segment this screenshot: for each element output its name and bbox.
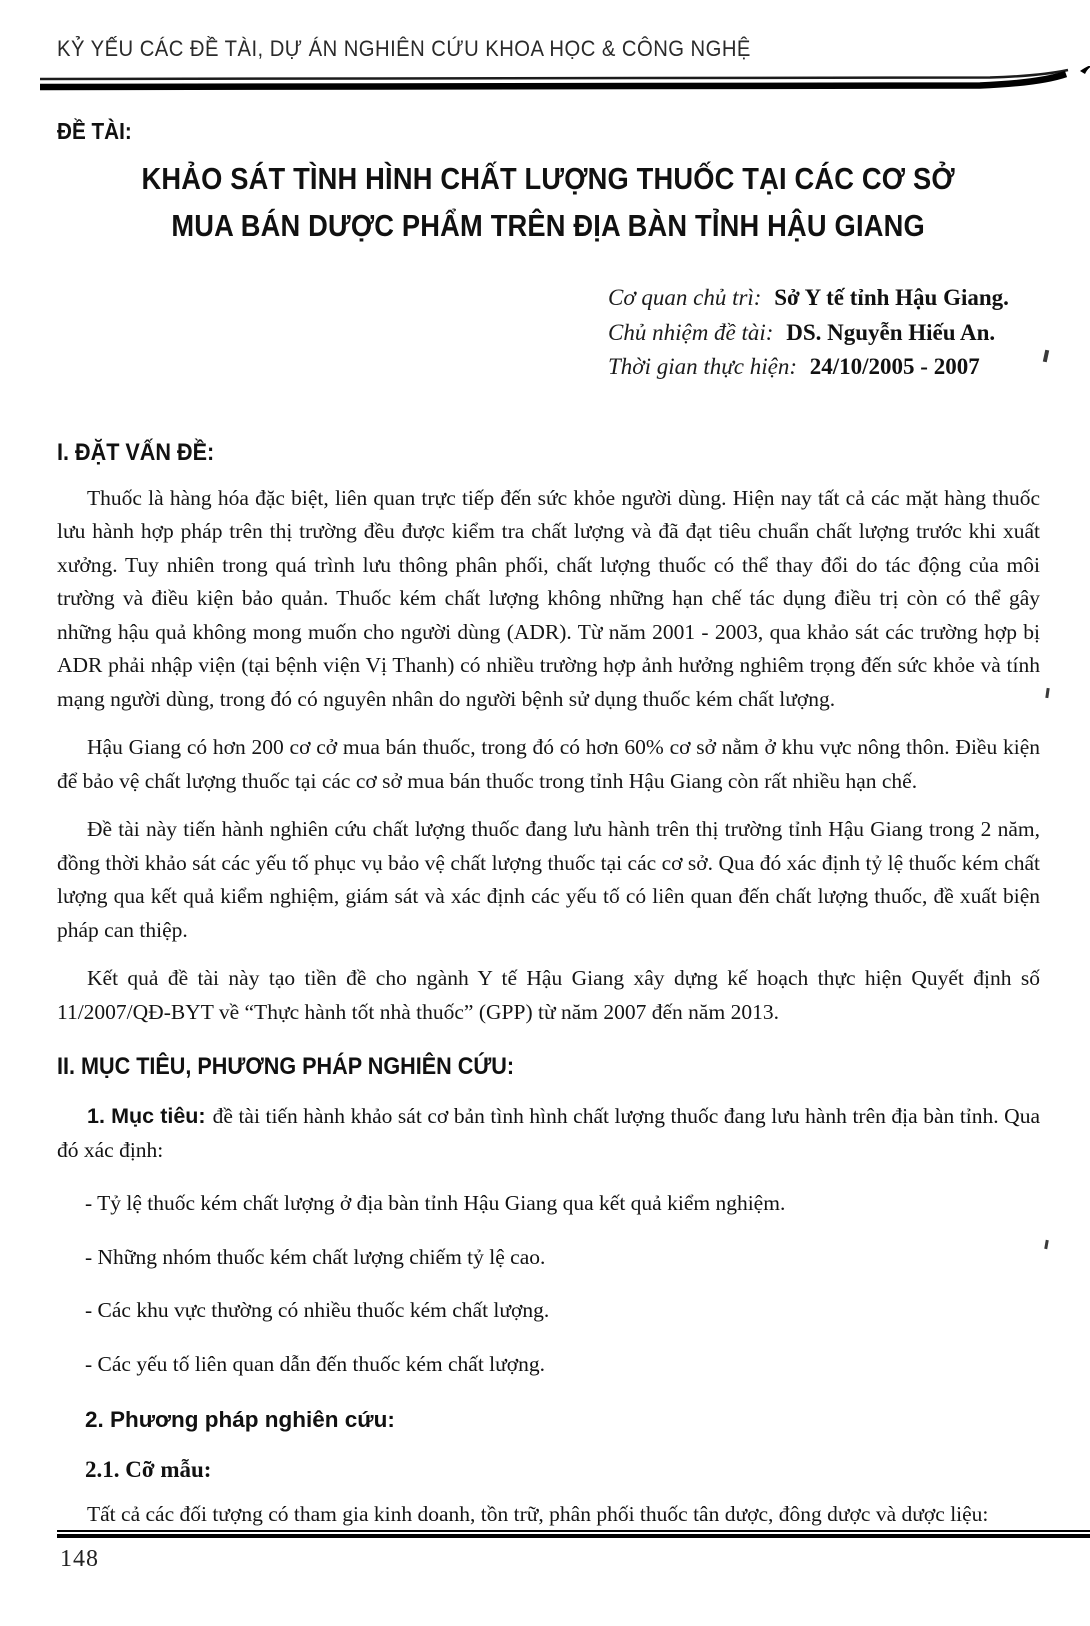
- project-title-line2: MUA BÁN DƯỢC PHẨM TRÊN ĐỊA BÀN TỈNH HẬU GIANG: [171, 208, 926, 243]
- meta-row-agency: [608, 281, 1040, 316]
- meta-value-duration: 24/10/2005 - 2007: [809, 354, 980, 379]
- section-problem: [57, 385, 1040, 1030]
- page-number: 148: [60, 1546, 99, 1572]
- meta-row-duration: [608, 350, 1040, 385]
- sample-size-heading: 2.1. Cỡ mẫu:: [85, 1457, 212, 1482]
- paragraph: Kết quả đề tài này tạo tiền đề cho ngành Y tế Hậu Giang xây dựng kế hoạch thực hiện Quyết định số 11/2007/QĐ-BYT về “Thực hành tốt nhà thuốc” (GPP) từ năm 2007 đến năm 2013.: [57, 966, 1040, 1024]
- objective-item: - Tỷ lệ thuốc kém chất lượng ở địa bàn tỉnh Hậu Giang qua kết quả kiểm nghiệm.: [85, 1191, 786, 1215]
- paragraph: Đề tài này tiến hành nghiên cứu chất lượng thuốc đang lưu hành trên thị trường tỉnh Hậu Giang trong 2 năm, đồng thời khảo sát các yếu tố phục vụ bảo vệ chất lượng thuốc tại các cơ sở. Qua đó xác định tỷ lệ thuốc kém chất lượng qua kết quả kiểm nghiệm, giám sát và xác định các yếu tố có liên quan đến chất lượng thuốc, đề xuất biện pháp can thiệp.: [57, 817, 1040, 942]
- journal-title: KỶ YẾU CÁC ĐỀ TÀI, DỰ ÁN NGHIÊN CỨU KHOA HỌC & CÔNG NGHỆ: [57, 36, 751, 61]
- objective-item: - Những nhóm thuốc kém chất lượng chiếm tỷ lệ cao.: [85, 1244, 546, 1269]
- header-rule: [40, 66, 1090, 100]
- meta-label-agency: Cơ quan chủ trì:: [608, 285, 762, 310]
- objective-item: - Các khu vực thường có nhiều thuốc kém chất lượng.: [85, 1298, 550, 1322]
- paragraph: Hậu Giang có hơn 200 cơ cở mua bán thuốc, trong đó có hơn 60% cơ sở nằm ở khu vực nông thôn. Điều kiện để bảo vệ chất lượng thuốc tại các cơ sở mua bán thuốc trong tỉnh Hậu Giang còn rất nhiều hạn chế.: [57, 735, 1040, 793]
- sample-size-paragraph: Tất cả các đối tượng có tham gia kinh doanh, tồn trữ, phân phối thuốc tân dược, đông dược và dược liệu:: [87, 1502, 989, 1526]
- goal-paragraph: [57, 1100, 1040, 1167]
- footer-rule: [57, 1530, 1090, 1534]
- method-heading: 2. Phương pháp nghiên cứu:: [85, 1407, 395, 1432]
- journal-header: [57, 36, 1040, 100]
- project-title-block: [57, 100, 1040, 249]
- paragraph: Thuốc là hàng hóa đặc biệt, liên quan trực tiếp đến sức khỏe người dùng. Hiện nay tất cả các mặt hàng thuốc lưu hành hợp pháp trên thị trường đều được kiểm tra chất lượng và đã đạt tiêu chuẩn chất lượng trước khi xuất xưởng. Tuy nhiên trong quá trình lưu thông phân phối, chất lượng thuốc có thể thay đổi do tác động của môi trường và điều kiện bảo quản. Thuốc kém chất lượng không những hạn chế tác dụng điều trị còn có thể gây những hậu quả không mong muốn cho người dùng (ADR). Từ năm 2001 - 2003, qua khảo sát các trường hợp bị ADR phải nhập viện (tại bệnh viện Vị Thanh) có nhiều trường hợp ảnh hưởng nghiêm trọng đến sức khỏe và tính mạng người dùng, trong đó có nguyên nhân do người bệnh sử dụng thuốc kém chất lượng.: [57, 485, 1040, 711]
- objective-item: - Các yếu tố liên quan dẫn đến thuốc kém chất lượng.: [85, 1351, 546, 1376]
- meta-label-leader: Chủ nhiệm đề tài:: [608, 319, 774, 345]
- meta-label-duration: Thời gian thực hiện:: [608, 354, 797, 379]
- project-label: ĐỀ TÀI:: [57, 118, 132, 144]
- goal-label: 1. Mục tiêu:: [87, 1104, 206, 1128]
- project-meta: [608, 281, 1040, 385]
- section2-heading: II. MỤC TIÊU, PHƯƠNG PHÁP NGHIÊN CỨU:: [57, 1053, 515, 1080]
- goal-text: đề tài tiến hành khảo sát cơ bản tình hình chất lượng thuốc đang lưu hành trên địa bàn tỉnh. Qua đó xác định:: [57, 1104, 1040, 1162]
- meta-row-leader: [608, 316, 1040, 351]
- section1-heading: I. ĐẶT VẤN ĐỀ:: [57, 438, 215, 466]
- project-title: [57, 155, 1040, 249]
- section-objectives-methods: [57, 1029, 1040, 1532]
- meta-value-agency: Sở Y tế tỉnh Hậu Giang.: [774, 285, 1009, 310]
- meta-value-leader: DS. Nguyễn Hiếu An.: [786, 319, 996, 345]
- project-title-line1: KHẢO SÁT TÌNH HÌNH CHẤT LƯỢNG THUỐC TẠI CÁC CƠ SỞ: [141, 161, 956, 196]
